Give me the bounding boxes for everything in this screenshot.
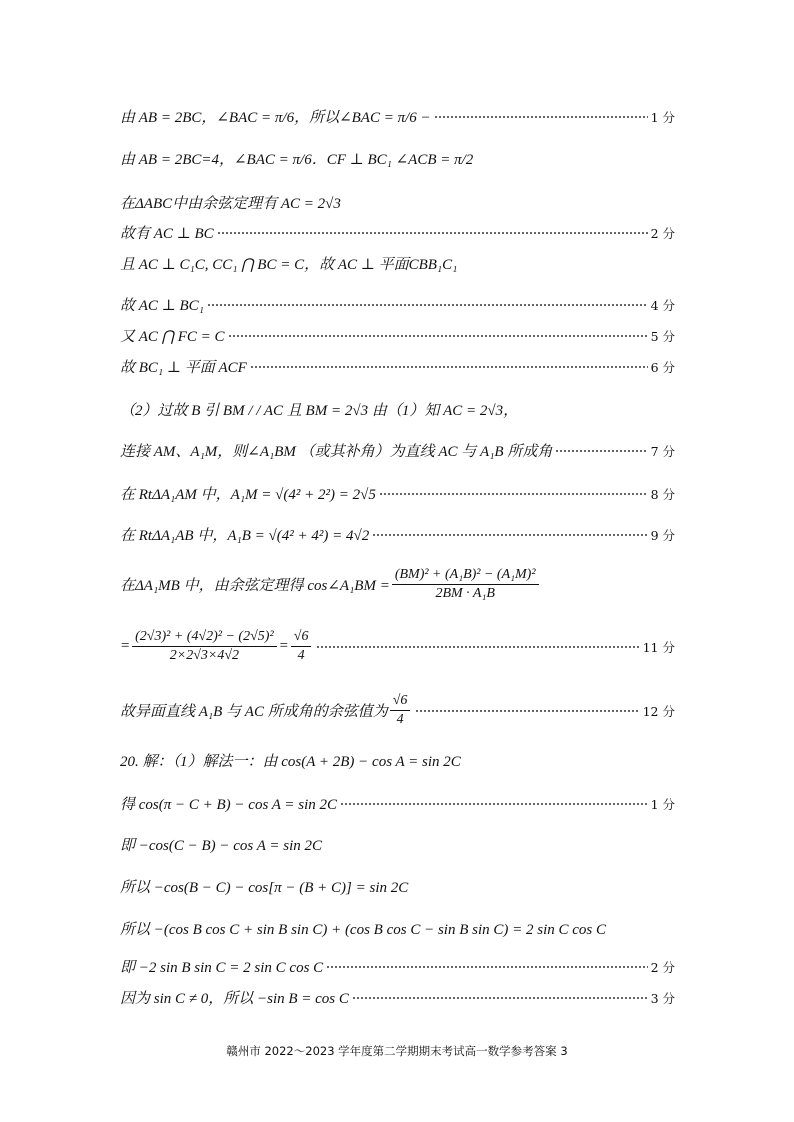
score-label: 3 分: [650, 990, 675, 1006]
solution-line: [120, 876, 675, 897]
line-text: 即 −2 sin B sin C = 2 sin C cos C: [120, 960, 324, 976]
line-text: 在ΔABC中由余弦定理有 AC = 2√3: [120, 196, 341, 212]
line-text: 在 RtΔA₁AM 中，A₁M = √(4² + 2²) = 2√5: [120, 487, 376, 503]
fraction-denominator: 4: [297, 648, 305, 663]
score-label: 6 分: [650, 359, 675, 375]
line-text: 得 cos(π − C + B) − cos A = sin 2C: [120, 797, 338, 813]
fraction-denominator: 2×2√3×4√2: [169, 648, 240, 663]
line-text: 在ΔA₁MB 中，由余弦定理得 cos∠A₁BM =: [120, 578, 390, 594]
score-label: 1 分: [650, 109, 675, 125]
score-label: 4 分: [650, 297, 675, 313]
fraction: [132, 628, 277, 665]
line-text: 故有 AC ⊥ BC: [120, 226, 214, 242]
solution-line: [120, 253, 675, 274]
score-label: 12 分: [642, 703, 675, 719]
fraction-denominator: 4: [396, 712, 404, 727]
line-text: 由 AB = 2BC=4，∠BAC = π/6．CF ⊥ BC₁ ∠ACB = π/2: [120, 152, 474, 168]
leader-dots: [326, 966, 647, 968]
fraction-numerator: (BM)² + (A₁B)² − (A₁M)²: [392, 566, 539, 585]
solution-line: [120, 692, 675, 729]
score-label: 9 分: [650, 527, 675, 543]
leader-dots: [340, 803, 648, 805]
line-text: 所以 −(cos B cos C + sin B sin C) + (cos B cos C − sin B sin C) = 2 sin C cos C: [120, 922, 607, 938]
score-label: 2 分: [650, 225, 675, 241]
line-text: 20. 解：（1）解法一：由 cos(A + 2B) − cos A = sin 2C: [120, 754, 461, 770]
solution-line: [120, 956, 675, 977]
solution-line: [120, 793, 675, 814]
line-text: 又 AC ⋂ FC = C: [120, 329, 225, 345]
fraction-numerator: √6: [291, 628, 312, 647]
fraction: [392, 566, 539, 603]
solution-line: [120, 356, 675, 377]
solution-line: [120, 399, 675, 420]
leader-dots: [415, 710, 639, 712]
solution-line: [120, 834, 675, 855]
score-label: 5 分: [650, 328, 675, 344]
leader-dots: [372, 534, 647, 536]
score-label: 7 分: [650, 443, 675, 459]
line-text: 故异面直线 A₁B 与 AC 所成角的余弦值为: [120, 704, 388, 720]
solution-line: [120, 325, 675, 346]
fraction-numerator: √6: [390, 692, 411, 711]
solution-line: [120, 918, 675, 939]
leader-dots: [352, 997, 648, 999]
leader-dots: [228, 335, 648, 337]
line-text: 即 −cos(C − B) − cos A = sin 2C: [120, 838, 323, 854]
solution-line: [120, 987, 675, 1008]
line-text: 所以 −cos(B − C) − cos[π − (B + C)] = sin 2C: [120, 880, 409, 896]
fraction: [291, 628, 312, 665]
line-text: 且 AC ⊥ C₁C, CC₁ ⋂ BC = C，故 AC ⊥ 平面CBB₁C₁: [120, 257, 458, 273]
solution-line: [120, 192, 675, 213]
line-text: 连接 AM、A₁M，则∠A₁BM （或其补角）为直线 AC 与 A₁B 所成角: [120, 444, 553, 460]
solution-line: [120, 524, 675, 545]
fraction: [390, 692, 411, 729]
score-label: 8 分: [650, 486, 675, 502]
score-label: 11 分: [642, 639, 675, 655]
solution-line: [120, 294, 675, 315]
solution-line: [120, 750, 675, 771]
line-text: （2）过故 B 引 BM / / AC 且 BM = 2√3 由（1）知 AC = 2√3，: [120, 403, 519, 419]
leader-dots: [555, 450, 647, 452]
leader-dots: [207, 304, 648, 306]
page-footer: 赣州市 2022～2023 学年度第二学期期末考试高一数学参考答案 3: [226, 1044, 568, 1058]
solution-line: [120, 148, 675, 169]
leader-dots: [379, 493, 648, 495]
line-text: =: [278, 638, 289, 654]
score-label: 1 分: [650, 796, 675, 812]
fraction-numerator: (2√3)² + (4√2)² − (2√5)²: [132, 628, 277, 647]
leader-dots: [217, 232, 648, 234]
line-text: 故 BC₁ ⊥ 平面 ACF: [120, 360, 247, 376]
leader-dots: [250, 366, 648, 368]
leader-dots: [434, 116, 648, 118]
line-text: 在 RtΔA₁AB 中，A₁B = √(4² + 4²) = 4√2: [120, 528, 370, 544]
solution-line: [120, 440, 675, 461]
fraction-denominator: 2BM · A₁B: [435, 586, 495, 601]
line-text: =: [120, 638, 131, 654]
solution-line: [120, 483, 675, 504]
solution-line: [120, 628, 675, 665]
leader-dots: [316, 646, 639, 648]
line-text: 由 AB = 2BC，∠BAC = π/6，所以∠BAC = π/6 −: [120, 110, 431, 126]
solution-line: [120, 566, 675, 603]
line-text: 因为 sin C ≠ 0，所以 −sin B = cos C: [120, 991, 349, 1007]
score-label: 2 分: [650, 959, 675, 975]
line-text: 故 AC ⊥ BC₁: [120, 298, 204, 314]
solution-line: [120, 106, 675, 127]
solution-line: [120, 222, 675, 243]
